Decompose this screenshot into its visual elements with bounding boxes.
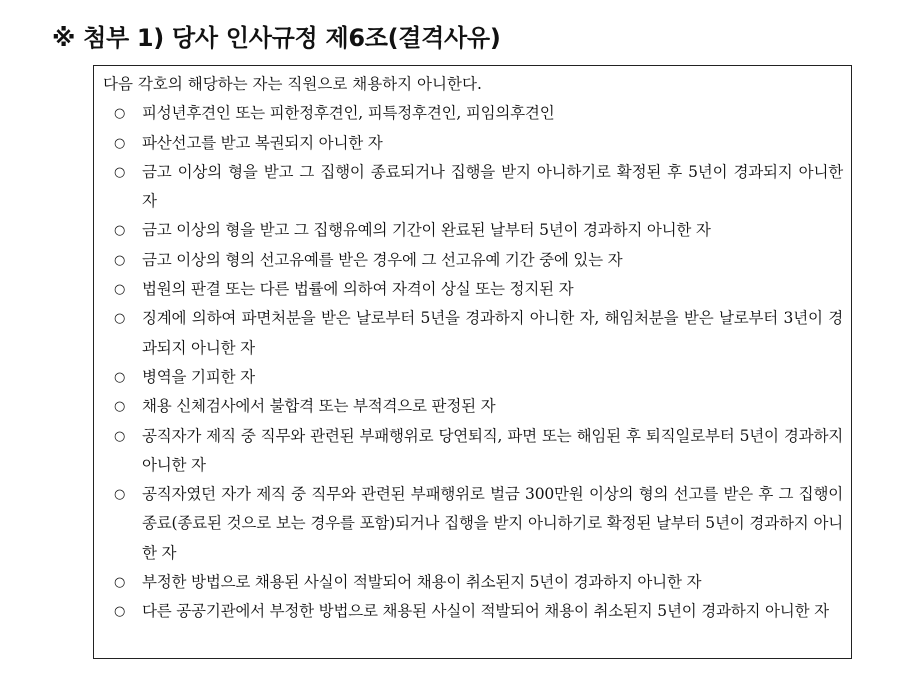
bullet-icon: ○ (114, 428, 126, 444)
bullet-icon: ○ (114, 399, 126, 415)
list-item (103, 158, 843, 217)
bullet-icon: ○ (114, 604, 126, 620)
list-item-text: 채용 신체검사에서 불합격 또는 부적격으로 판정된 자 (142, 397, 496, 416)
list-item-text: 금고 이상의 형의 선고유예를 받은 경우에 그 선고유예 기간 중에 있는 자 (142, 250, 623, 269)
disqualification-box (93, 65, 852, 659)
list-item (103, 568, 843, 597)
list-item-text: 금고 이상의 형을 받고 그 집행유예의 기간이 완료된 날부터 5년이 경과하지 아니한 자 (142, 221, 711, 240)
bullet-icon: ○ (114, 106, 126, 122)
list-item-text: 법원의 판결 또는 다른 법률에 의하여 자격이 상실 또는 정지된 자 (142, 280, 574, 299)
bullet-icon: ○ (114, 223, 126, 239)
bullet-icon: ○ (114, 252, 126, 268)
list-item-text: 파산선고를 받고 복권되지 아니한 자 (142, 133, 383, 152)
list-item (103, 597, 843, 626)
list-item (103, 304, 843, 363)
list-item (103, 99, 843, 128)
list-item (103, 246, 843, 275)
bullet-icon: ○ (114, 282, 126, 298)
list-item (103, 275, 843, 304)
bullet-icon: ○ (114, 311, 126, 327)
list-item-text: 피성년후견인 또는 피한정후견인, 피특정후견인, 피임의후견인 (142, 104, 555, 123)
bullet-icon: ○ (114, 575, 126, 591)
list-item-text: 다른 공공기관에서 부정한 방법으로 채용된 사실이 적발되어 채용이 취소된지 5년이 경과하지 아니한 자 (142, 602, 829, 621)
list-item-text: 공직자가 제직 중 직무와 관련된 부패행위로 당연퇴직, 파면 또는 해임된 후 퇴직일로부터 5년이 경과하지 아니한 자 (142, 426, 843, 474)
list-item (103, 392, 843, 421)
list-item-text: 금고 이상의 형을 받고 그 집행이 종료되거나 집행을 받지 아니하기로 확정된 후 5년이 경과되지 아니한 자 (142, 162, 843, 211)
document-title: ※ 첨부 1) 당사 인사규정 제6조(결격사유) (52, 24, 501, 52)
list-item-text: 병역을 기피한 자 (142, 367, 255, 386)
list-item (103, 480, 843, 568)
disqualification-list (103, 99, 843, 626)
list-item (103, 363, 843, 392)
intro-text: 다음 각호의 해당하는 자는 직원으로 채용하지 아니한다. (103, 75, 482, 93)
list-item (103, 216, 843, 245)
list-item-text: 징계에 의하여 파면처분을 받은 날로부터 5년을 경과하지 아니한 자, 해임처분을 받은 날로부터 3년이 경과되지 아니한 자 (142, 309, 843, 357)
bullet-icon: ○ (114, 487, 126, 503)
list-item-text: 부정한 방법으로 채용된 사실이 적발되어 채용이 취소된지 5년이 경과하지 아니한 자 (142, 573, 702, 592)
bullet-icon: ○ (114, 135, 126, 151)
list-item (103, 129, 843, 158)
list-item-text: 공직자였던 자가 제직 중 직무와 관련된 부패행위로 벌금 300만원 이상의 형의 선고를 받은 후 그 집행이 종료(종료된 것으로 보는 경우를 포함)되거나 집행을 받지 아니하기로 확정된 날부터 5년이 경과하지 아니한 자 (142, 485, 844, 562)
list-item (103, 422, 843, 481)
bullet-icon: ○ (114, 369, 126, 385)
bullet-icon: ○ (114, 164, 126, 180)
